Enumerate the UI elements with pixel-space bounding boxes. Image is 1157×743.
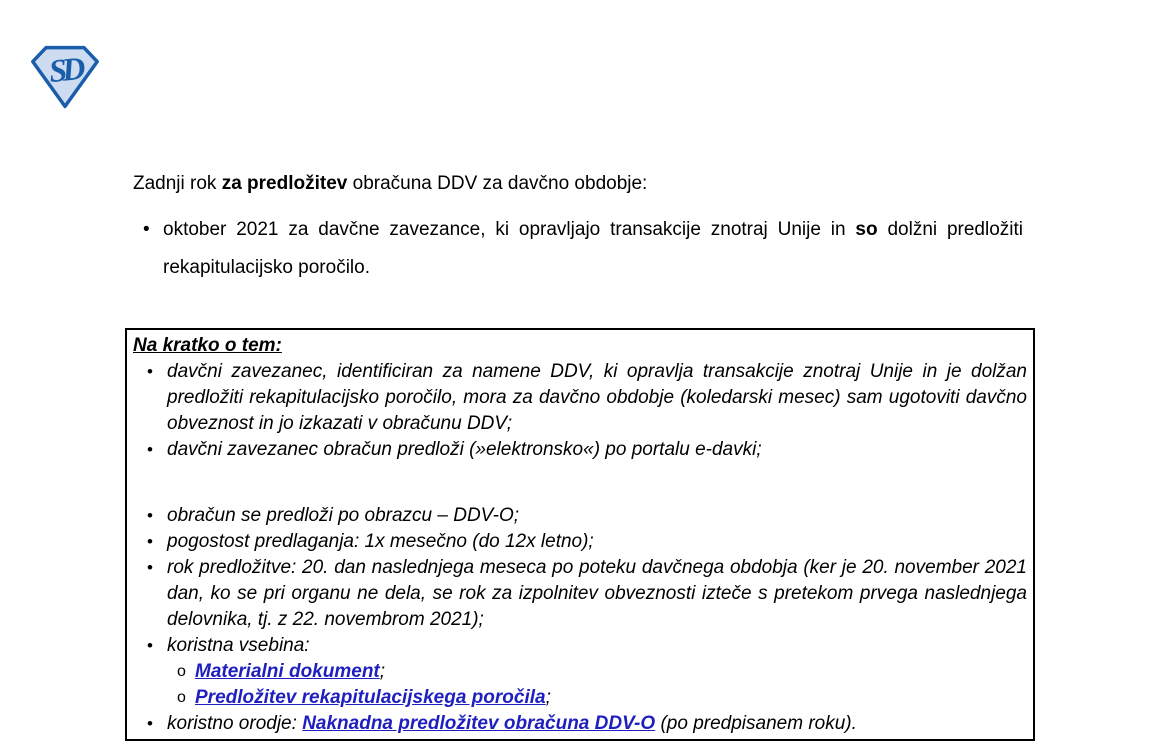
bullet-text: pogostost predlaganja: 1x mesečno (do 12x letno);: [167, 531, 594, 552]
bullet-icon: •: [143, 219, 150, 240]
sub-bullet-text: [195, 685, 1027, 711]
intro-text-end: dolžni predložiti rekapitulacijsko poročilo.: [163, 219, 1023, 278]
bullet-text: [167, 711, 1027, 737]
bullet-icon: •: [147, 636, 153, 655]
intro-text-start: oktober 2021 za davčne zavezance, ki opravljajo transakcije znotraj Unije in: [163, 219, 856, 240]
bullet-text: davčni zavezanec obračun predloži (»elektronsko«) po portalu e-davki;: [167, 439, 762, 460]
box-bullet-item: [147, 555, 1027, 633]
box-bullet-list: [133, 359, 1027, 737]
bullet-icon: •: [147, 506, 153, 525]
intro-text-bold: so: [855, 219, 878, 240]
bullet-icon: •: [147, 532, 153, 551]
heading-text-end: obračuna DDV za davčno obdobje:: [347, 173, 648, 194]
bullet-text: obračun se predloži po obrazcu – DDV-O;: [167, 505, 520, 526]
box-bullet-item: [147, 437, 1027, 463]
company-logo: [30, 44, 100, 110]
box-bullet-item: [147, 711, 1027, 737]
bullet-icon: •: [147, 440, 153, 459]
box-bullet-item: [147, 529, 1027, 555]
naknadna-predlozitev-obracuna-ddv-o-link[interactable]: Naknadna predložitev obračuna DDV-O: [302, 713, 656, 734]
page-title: [133, 171, 1033, 196]
circle-bullet-icon: o: [177, 663, 186, 680]
summary-box: [125, 328, 1035, 741]
box-sub-bullet-item: [177, 685, 1027, 711]
bullet-text: rok predložitve: 20. dan naslednjega meseca po poteku davčnega obdobja (ker je 20. november 2021 dan, ko se pri organu ne dela, se rok za izpolnitev obveznosti izteče s pretekom prvega naslednjega delovnika, tj. z 22. novembrom 2021);: [167, 557, 1027, 630]
materialni-dokument-link[interactable]: Materialni dokument: [195, 661, 380, 682]
intro-bullet-text: [163, 211, 1023, 287]
box-title-line: [133, 333, 1027, 359]
sub-bullet-text: [195, 659, 1027, 685]
tool-line-prefix: koristno orodje:: [167, 713, 303, 734]
link-suffix: ;: [379, 661, 386, 682]
bullet-icon: •: [147, 362, 153, 381]
heading-text-start: Zadnji rok: [133, 173, 222, 194]
box-bullet-item: [147, 359, 1027, 437]
predlozitev-rekapitulacijskega-porocila-link[interactable]: Predložitev rekapitulacijskega poročila: [195, 687, 546, 708]
heading-text-bold: za predložitev: [221, 173, 348, 194]
sd-shield-icon: [30, 44, 100, 110]
tool-line-suffix: (po predpisanem roku).: [655, 713, 857, 734]
box-sub-bullet-item: [177, 659, 1027, 685]
bullet-text: koristna vsebina:: [167, 635, 310, 656]
box-title: Na kratko o tem:: [133, 335, 282, 356]
bullet-text: davčni zavezanec, identificiran za namene DDV, ki opravlja transakcije znotraj Unije in je dolžan predložiti rekapitulacijsko poročilo, mora za davčno obdobje (koledarski mesec) sam ugotoviti davčno obveznost in jo izkazati v obračunu DDV;: [167, 361, 1027, 434]
circle-bullet-icon: o: [177, 689, 186, 706]
blank-line: [133, 463, 1027, 503]
intro-bullet-item: [143, 211, 1023, 287]
link-suffix: ;: [545, 687, 551, 708]
box-bullet-item: [147, 503, 1027, 529]
bullet-icon: •: [147, 558, 153, 577]
box-bullet-item: [147, 633, 1027, 659]
bullet-icon: •: [147, 714, 153, 733]
logo-letters: SD: [47, 49, 83, 90]
